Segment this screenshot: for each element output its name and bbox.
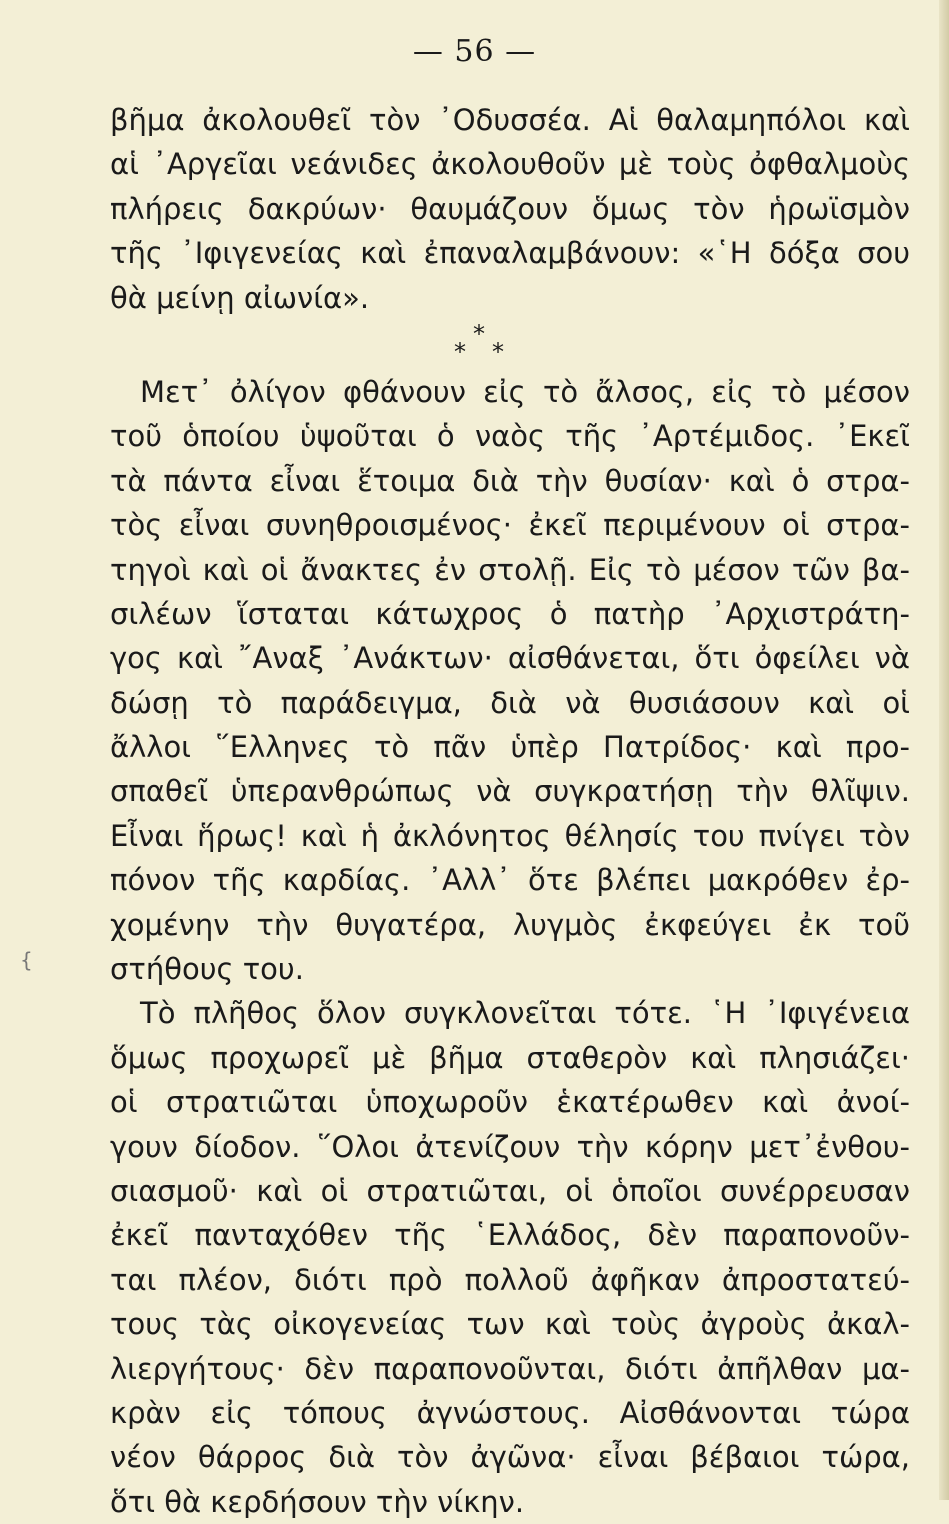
asterism-star: * xyxy=(492,337,504,366)
text-line: δώσῃ τὸ παράδειγμα, διὰ νὰ θυσιάσουν καὶ οἱ xyxy=(110,685,910,720)
text-line: βῆμα ἀκολουθεῖ τὸν ᾿Οδυσσέα. Αἱ θαλαμηπόλοι καὶ xyxy=(110,103,910,137)
paragraph-1 xyxy=(110,98,910,320)
text-line: τῆς ᾿Ιφιγενείας καὶ ἐπαναλαμβάνουν: «῾Η δόξα σου xyxy=(110,236,910,271)
text-line: ἄλλοι ῞Ελληνες τὸ πᾶν ὑπὲρ Πατρίδος· καὶ προ- xyxy=(110,730,910,765)
text-line: κρὰν εἰς τόπους ἀγνώστους. Αἰσθάνονται τώρα xyxy=(110,1395,910,1430)
text-line: Εἶναι ἥρως! καὶ ἡ ἀκλόνητος θέλησίς του πνίγει τὸν xyxy=(110,818,910,853)
text-line: θὰ μείνῃ αἰωνία». xyxy=(110,280,370,315)
body-text xyxy=(110,98,910,1524)
text-line: Τὸ πλῆθος ὅλον συγκλονεῖται τότε. ῾Η ᾿Ιφιγένεια xyxy=(140,996,910,1031)
asterism-star: * xyxy=(473,319,485,348)
text-line: ται πλέον, διότι πρὸ πολλοῦ ἀφῆκαν ἀπροστατεύ- xyxy=(110,1262,910,1297)
asterism-divider xyxy=(110,320,910,370)
text-line: τηγοὶ καὶ οἱ ἄνακτες ἐν στολῇ. Εἰς τὸ μέσον τῶν βα- xyxy=(110,552,910,587)
text-line: σπαθεῖ ὑπερανθρώπως νὰ συγκρατήσῃ τὴν θλῖψιν. xyxy=(110,774,910,809)
page-number: — 56 — xyxy=(412,34,537,69)
text-line: σιλέων ἵσταται κάτωχρος ὁ πατὴρ ᾿Αρχιστράτη- xyxy=(110,596,910,631)
page-edge xyxy=(939,0,949,1500)
text-line: γουν δίοδον. ῞Ολοι ἀτενίζουν τὴν κόρην μετ᾿ἐνθου- xyxy=(110,1129,910,1164)
text-line: τὰ πάντα εἶναι ἕτοιμα διὰ τὴν θυσίαν· καὶ ὁ στρα- xyxy=(110,463,910,498)
text-line: αἱ ᾿Αργεῖαι νεάνιδες ἀκολουθοῦν μὲ τοὺς ὀφθαλμοὺς xyxy=(110,147,910,182)
text-line: λιεργήτους· δὲν παραπονοῦνται, διότι ἀπῆλθαν μα- xyxy=(110,1351,910,1386)
text-line: σιασμοῦ· καὶ οἱ στρατιῶται, οἱ ὁποῖοι συνέρρευσαν xyxy=(110,1173,910,1208)
text-line: χομένην τὴν θυγατέρα, λυγμὸς ἐκφεύγει ἐκ τοῦ xyxy=(110,907,910,942)
text-line: γος καὶ ῎Αναξ ᾿Ανάκτων· αἰσθάνεται, ὅτι ὀφείλει νὰ xyxy=(110,641,910,676)
text-line: πόνον τῆς καρδίας. ᾿Αλλ᾿ ὅτε βλέπει μακρόθεν ἐρ- xyxy=(110,863,910,898)
text-line: νέον θάρρος διὰ τὸν ἀγῶνα· εἶναι βέβαιοι τώρα, xyxy=(110,1440,910,1475)
paragraph-2 xyxy=(110,370,910,991)
margin-bracket-mark: { xyxy=(20,948,33,972)
text-line: ὅτι θὰ κερδήσουν τὴν νίκην. xyxy=(110,1484,525,1519)
asterism-star: * xyxy=(454,337,466,366)
text-line: ἐκεῖ πανταχόθεν τῆς ῾Ελλάδος, δὲν παραπονοῦν- xyxy=(110,1218,910,1253)
text-line: τους τὰς οἰκογενείας των καὶ τοὺς ἀγροὺς ἀκαλ- xyxy=(110,1307,910,1342)
text-line: οἱ στρατιῶται ὑποχωροῦν ἑκατέρωθεν καὶ ἀνοί- xyxy=(110,1085,910,1120)
text-line: ὅμως προχωρεῖ μὲ βῆμα σταθερὸν καὶ πλησιάζει· xyxy=(110,1040,910,1075)
text-line: τὸς εἶναι συνηθροισμένος· ἐκεῖ περιμένουν οἱ στρα- xyxy=(110,508,910,543)
text-line: στήθους του. xyxy=(110,952,304,987)
text-line: πλήρεις δακρύων· θαυμάζουν ὅμως τὸν ἡρωϊσμὸν xyxy=(110,191,910,226)
paragraph-3 xyxy=(110,991,910,1524)
text-line: Μετ᾿ ὀλίγον φθάνουν εἰς τὸ ἄλσος, εἰς τὸ μέσον xyxy=(140,374,910,409)
text-line: τοῦ ὁποίου ὑψοῦται ὁ ναὸς τῆς ᾿Αρτέμιδος. ᾿Εκεῖ xyxy=(110,419,910,454)
